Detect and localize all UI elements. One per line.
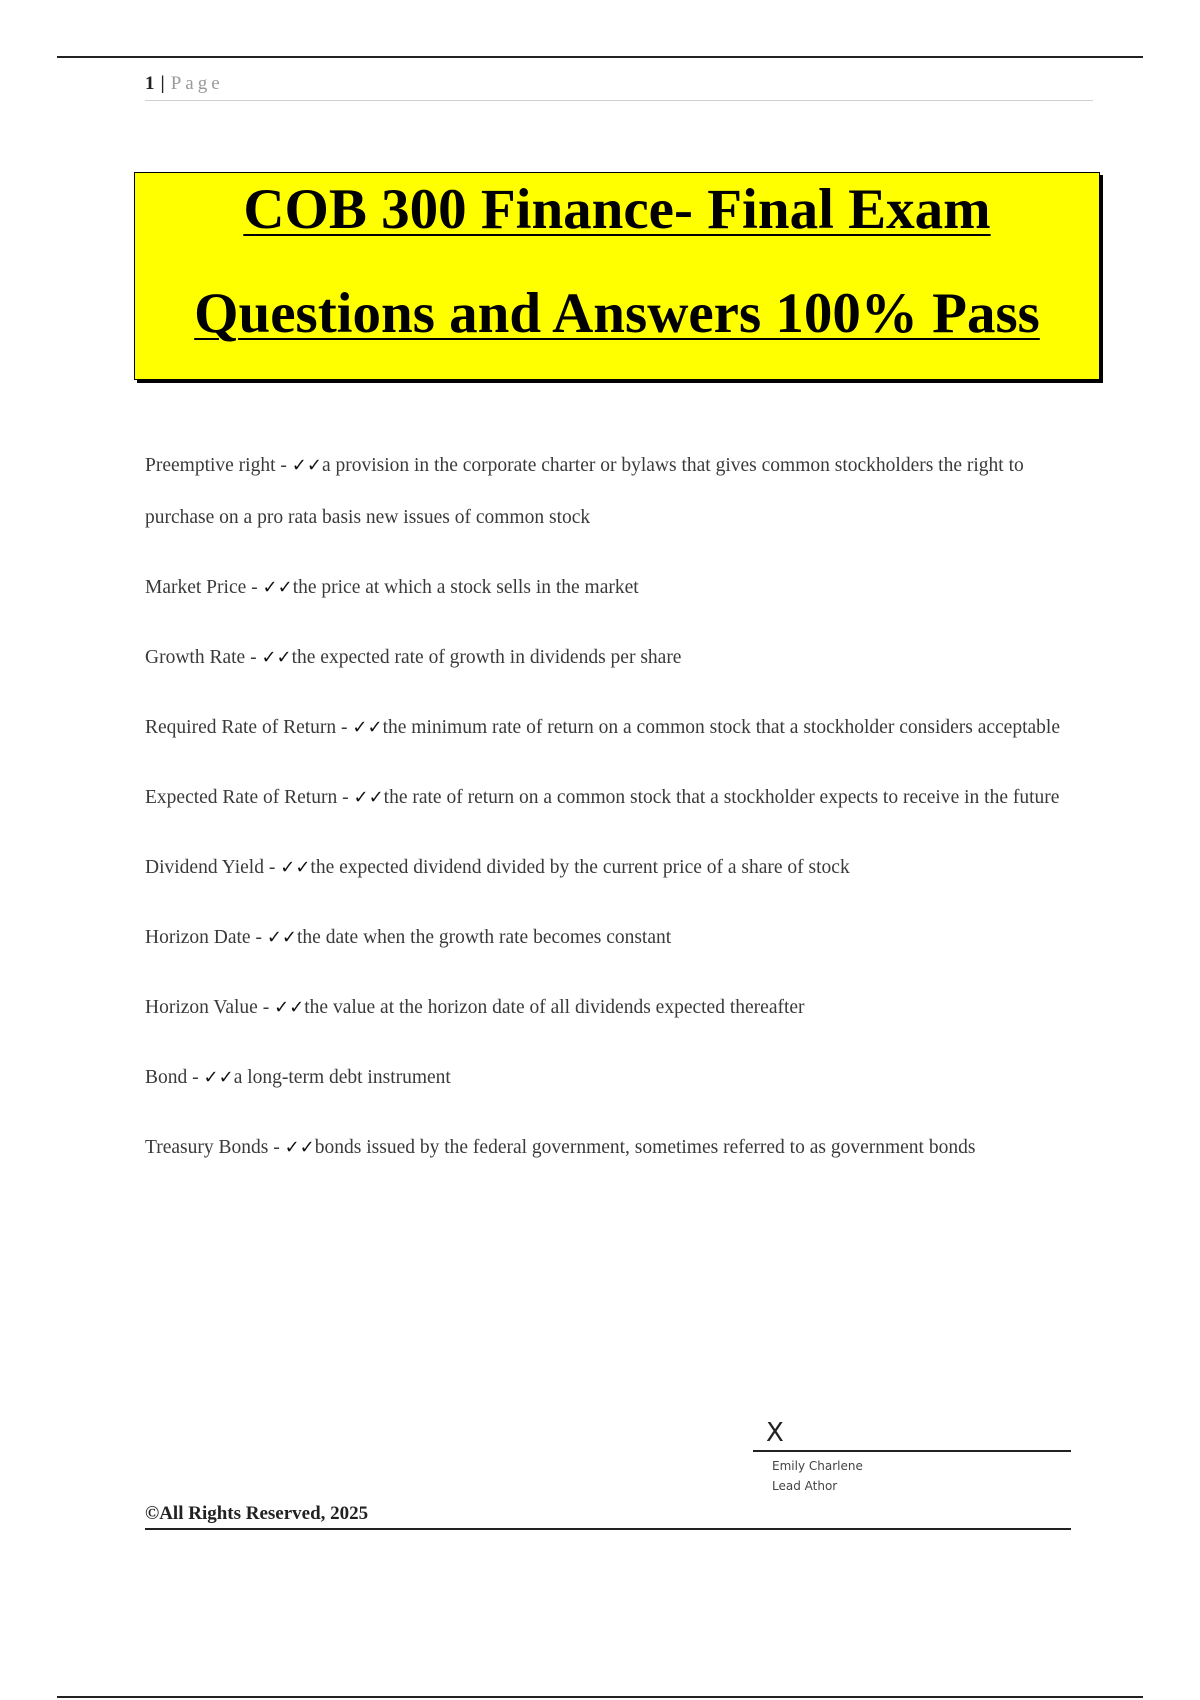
page-number: 1 <box>145 73 155 94</box>
double-check-icon: ✓✓ <box>284 1137 315 1158</box>
definition-term: Dividend Yield <box>145 857 264 878</box>
definition-separator: - <box>246 577 263 598</box>
definition-separator: - <box>250 927 267 948</box>
copyright-footer: ©All Rights Reserved, 2025 <box>145 1502 1071 1530</box>
definition-term: Required Rate of Return <box>145 717 337 738</box>
definition-entry <box>145 912 1095 964</box>
signer-name: Emily Charlene <box>772 1459 863 1473</box>
definition-term: Growth Rate <box>145 647 246 668</box>
definition-entry <box>145 1122 1095 1174</box>
definition-text: the expected dividend divided by the current price of a share of stock <box>310 857 850 878</box>
page-separator: | <box>160 73 165 94</box>
definition-entry <box>145 982 1095 1034</box>
definition-entry <box>145 772 1095 824</box>
definition-term: Treasury Bonds <box>145 1137 269 1158</box>
definition-entry <box>145 562 1095 614</box>
double-check-icon: ✓✓ <box>262 577 293 598</box>
double-check-icon: ✓✓ <box>266 927 298 948</box>
definition-separator: - <box>245 647 262 668</box>
signature-mark: X <box>766 1418 784 1448</box>
definition-text: the value at the horizon date of all dividends expected thereafter <box>304 997 805 1018</box>
definition-text: the expected rate of growth in dividends per share <box>291 647 682 668</box>
double-check-icon: ✓✓ <box>291 455 322 476</box>
definition-list <box>145 440 1095 1192</box>
title-line-2: Questions and Answers 100% Pass <box>194 282 1040 345</box>
definition-entry <box>145 440 1095 544</box>
page-word: Page <box>170 73 224 94</box>
bottom-page-rule <box>57 1696 1143 1698</box>
double-check-icon: ✓✓ <box>203 1067 234 1088</box>
page-header <box>145 70 1093 101</box>
definition-term: Market Price <box>145 577 247 598</box>
double-check-icon: ✓✓ <box>352 717 383 738</box>
definition-separator: - <box>337 787 354 808</box>
definition-text: a provision in the corporate charter or bylaws that gives common stockholders the right to purchase on a pro rata basis new issues of common stock <box>145 455 1024 528</box>
definition-term: Bond <box>145 1067 188 1088</box>
double-check-icon: ✓✓ <box>353 787 384 808</box>
signer-role: Lead Athor <box>772 1479 838 1493</box>
definition-term: Expected Rate of Return <box>145 787 338 808</box>
definition-text: the price at which a stock sells in the market <box>292 577 639 598</box>
definition-term: Horizon Date <box>145 927 251 948</box>
definition-entry <box>145 842 1095 894</box>
title-line-1: COB 300 Finance- Final Exam <box>243 178 991 241</box>
definition-separator: - <box>257 997 275 1018</box>
definition-entry <box>145 632 1095 684</box>
definition-separator: - <box>187 1067 204 1088</box>
definition-separator: - <box>336 717 353 738</box>
definition-text: a long-term debt instrument <box>233 1067 451 1088</box>
definition-term: Preemptive right <box>145 455 276 476</box>
definition-separator: - <box>263 857 281 878</box>
double-check-icon: ✓✓ <box>261 647 292 668</box>
double-check-icon: ✓✓ <box>274 997 305 1018</box>
definition-text: bonds issued by the federal government, sometimes referred to as government bonds <box>314 1137 976 1158</box>
definition-entry <box>145 702 1095 754</box>
definition-text: the minimum rate of return on a common stock that a stockholder considers acceptable <box>382 717 1060 738</box>
double-check-icon: ✓✓ <box>280 857 311 878</box>
title-banner <box>134 172 1100 380</box>
definition-entry <box>145 1052 1095 1104</box>
signature-line <box>753 1450 1071 1452</box>
definition-term: Horizon Value <box>145 997 258 1018</box>
definition-text: the rate of return on a common stock that a stockholder expects to receive in the future <box>383 787 1060 808</box>
definition-separator: - <box>268 1137 285 1158</box>
signature-block <box>753 1418 1071 1496</box>
definition-text: the date when the growth rate becomes constant <box>297 927 672 948</box>
top-page-rule <box>57 56 1143 58</box>
definition-separator: - <box>275 455 292 476</box>
